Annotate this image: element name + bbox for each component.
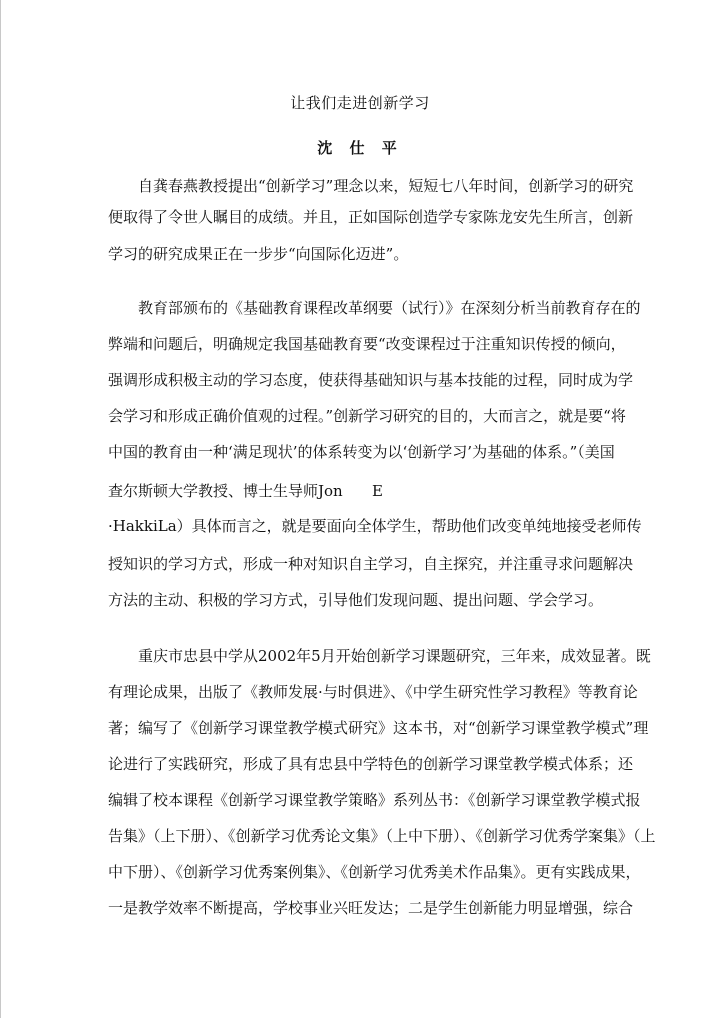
- text-line: 有理论成果，出版了《教师发展·与时俱进》、《中学生研究性学习教程》等教育论: [108, 683, 638, 701]
- text-line: 重庆市忠县中学从2002年5月开始创新学习课题研究，三年来，成效显著。既: [138, 647, 651, 665]
- text-line: 强调形成积极主动的学习态度，使获得基础知识与基本技能的过程，同时成为学: [108, 371, 634, 389]
- text-line: ·HakkiLa）具体而言之，就是要面向全体学生，帮助他们改变单纯地接受老师传: [108, 517, 642, 535]
- author-name: 沈 仕 平: [317, 139, 403, 157]
- text-line: 告集》（上下册）、《创新学习优秀论文集》（上中下册）、《创新学习优秀学案集》（上: [108, 827, 656, 845]
- page-title: 让我们走进创新学习: [290, 94, 430, 112]
- text-line: 学习的研究成果正在一步步“向国际化迈进”。: [108, 245, 409, 263]
- text-line: 一是教学效率不断提高，学校事业兴旺发达；二是学生创新能力明显增强，综合: [108, 899, 634, 917]
- text-line: 方法的主动、积极的学习方式，引导他们发现问题、提出问题、学会学习。: [108, 591, 604, 609]
- text-line: 弊端和问题后，明确规定我国基础教育要“改变课程过于注重知识传授的倾向，: [108, 335, 626, 353]
- text-line: 会学习和形成正确价值观的过程。”创新学习研究的目的，大而言之，就是要“将: [108, 407, 626, 425]
- text-line: 授知识的学习方式，形成一种对知识自主学习，自主探究，并注重寻求问题解决: [108, 555, 634, 573]
- text-line-fragment: E: [372, 482, 383, 500]
- text-line: 便取得了令世人瞩目的成绩。并且，正如国际创造学专家陈龙安先生所言，创新: [108, 208, 634, 226]
- text-line: 教育部颁布的《基础教育课程改革纲要（试行）》在深刻分析当前教育存在的: [138, 299, 641, 317]
- text-line: 查尔斯顿大学教授、博士生导师Jon: [108, 482, 343, 500]
- text-line: 论进行了实践研究，形成了具有忠县中学特色的创新学习课堂教学模式体系；还: [108, 755, 634, 773]
- text-line: 编辑了校本课程《创新学习课堂教学策略》系列丛书：《创新学习课堂教学模式报: [108, 791, 641, 809]
- text-line: 中下册）、《创新学习优秀案例集》、《创新学习优秀美术作品集》。更有实践成果，: [108, 863, 641, 881]
- text-line: 自龚春燕教授提出“创新学习”理念以来，短短七八年时间，创新学习的研究: [138, 177, 634, 195]
- text-line: 著；编写了《创新学习课堂教学模式研究》这本书，对“创新学习课堂教学模式”理: [108, 719, 649, 737]
- text-line: 中国的教育由一种‘满足现状’的体系转变为以‘创新学习’为基础的体系。”（美国: [108, 443, 615, 461]
